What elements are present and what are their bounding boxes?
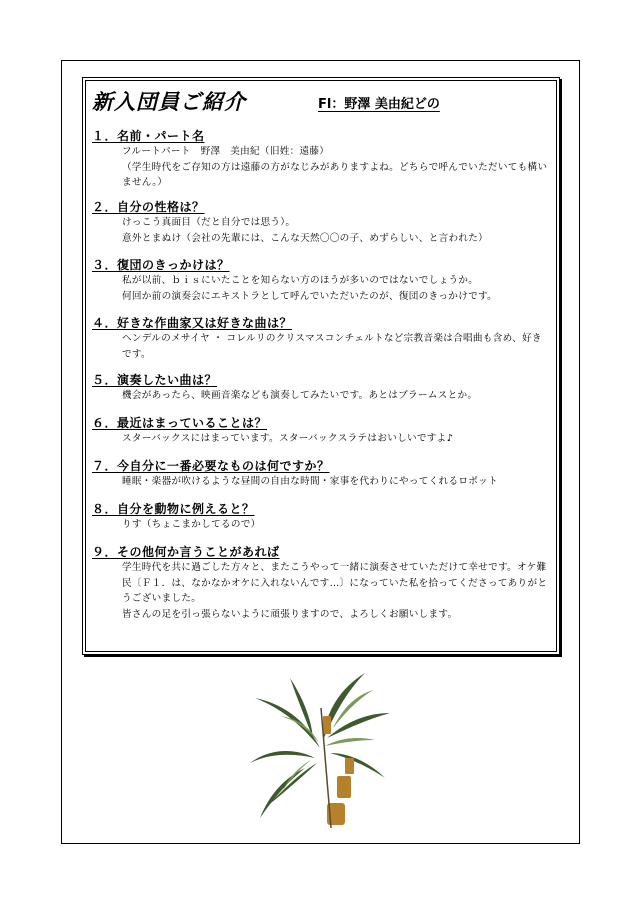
answer-3-line-2: 何回か前の演奏会にエキストラとして呼んでいただいたのが、復団のきっかけです。 <box>122 290 498 302</box>
answer-9-line-2: 皆さんの足を引っ張らないように頑張りますので、よろしくお願いします。 <box>122 608 458 620</box>
qa-item-6 <box>92 414 552 447</box>
answer-2-line-2: 意外とまぬけ（会社の先輩には、こんな天然〇〇の子、めずらしい、と言われた） <box>122 232 489 244</box>
qa-item-1 <box>92 127 552 191</box>
page-title: 新入団員ご紹介 <box>92 90 246 114</box>
qa-item-8 <box>92 500 552 533</box>
answer-2-line-1: けっこう真面目（だと自分では思う）。 <box>122 217 296 228</box>
question-2: ２．自分の性格は？ <box>92 200 205 214</box>
answer-3-line-1: 私が以前、ｂｉｓにいたことを知らない方のほうが多いのではないでしょうか。 <box>122 275 479 286</box>
answer-4-line-1: ヘンデルのメサイヤ ・ コレルリのクリスマスコンチェルトなど宗教音楽は合唱曲も含め、好きです。 <box>122 333 542 360</box>
answer-1-line-1: フルートパート 野澤 美由紀（旧姓：遠藤） <box>122 146 330 157</box>
answer-3 <box>122 273 552 304</box>
answer-1 <box>122 144 550 191</box>
answer-4 <box>122 331 550 362</box>
answer-5-line-1: 機会があったら、映画音楽なども演奏してみたいです。あとはブラームスとか。 <box>122 390 478 401</box>
answer-9-line-1: 学生時代を共に過ごした方々と、またこうやって一緒に演奏させていただけて幸せです。オケ難民〔Ｆ１．は、なかなかオケに入れないんです…〕になっていた私を拾ってくださってありがとうございました。 <box>122 562 548 604</box>
question-9: ９．その他何か言うことがあれば <box>92 545 280 559</box>
qa-item-2 <box>92 198 552 246</box>
bamboo-tanabata-illustration <box>245 668 395 833</box>
bamboo-leaves-icon <box>250 673 390 818</box>
answer-1-line-2: （学生時代をご存知の方は遠藤の方がなじみがありますよね。どちらで呼んでいただいても構いません。） <box>122 161 548 188</box>
answer-6-line-1: スターバックスにはまっています。スターバックスラテはおいしいですよ♪ <box>122 433 453 444</box>
answer-5 <box>122 388 552 404</box>
qa-item-9 <box>92 543 552 622</box>
qa-item-4 <box>92 314 552 362</box>
answer-7 <box>122 474 552 490</box>
question-1: １．名前・パート名 <box>92 129 205 143</box>
qa-item-7 <box>92 457 552 490</box>
qa-item-5 <box>92 371 552 404</box>
answer-8 <box>122 517 552 533</box>
question-4: ４．好きな作曲家又は好きな曲は？ <box>92 316 293 330</box>
answer-7-line-1: 睡眠・楽器が吹けるような昼間の自由な時間・家事を代わりにやってくれるロボット <box>122 476 498 487</box>
answer-9 <box>122 560 550 622</box>
answer-8-line-1: りす（ちょこまかしてるので） <box>122 519 261 530</box>
question-8: ８．自分を動物に例えると？ <box>92 502 255 516</box>
answer-6 <box>122 431 552 447</box>
question-6: ６．最近はまっていることは？ <box>92 416 268 430</box>
question-7: ７．今自分に一番必要なものは何ですか？ <box>92 459 330 473</box>
question-5: ５．演奏したい曲は？ <box>92 373 218 387</box>
answer-2 <box>122 215 552 246</box>
member-name-heading: Fl：野澤 美由紀どの <box>318 97 440 112</box>
question-3: ３．復団のきっかけは？ <box>92 258 230 272</box>
qa-item-3 <box>92 256 552 304</box>
